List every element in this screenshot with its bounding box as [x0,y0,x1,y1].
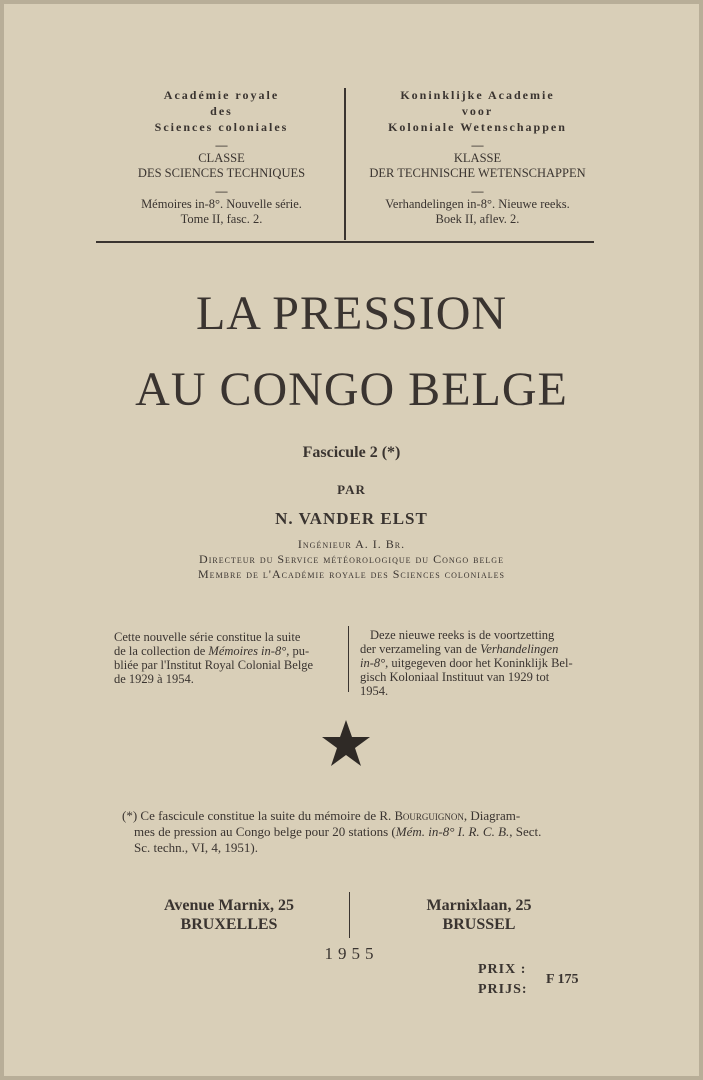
footnote-line1-c: , Diagram- [463,808,521,823]
address-nl [374,896,584,934]
header-right [350,88,605,227]
classe-fr-line2: DES SCIENCES TECHNIQUES [137,166,306,180]
notice-nl-line5: 1954. [360,684,389,698]
star-icon [320,718,372,770]
footnote-line2 [122,824,602,840]
address-nl-street: Marnixlaan, 25 [426,897,532,914]
author-name: N. VANDER ELST [275,509,428,528]
footnote [122,808,602,856]
address-nl-city: BRUSSEL [442,916,516,933]
fascicule: Fascicule 2 (*) [302,444,401,461]
academy-name-nl-line2: voor [461,104,494,118]
notice-nl-line3-italic: in-8° [360,656,386,670]
notice-nl [360,628,602,698]
address-fr-city: BRUXELLES [180,916,278,933]
notice-divider [348,626,349,692]
notice-nl-line2-italic: Verhandelingen [480,642,559,656]
academy-name-nl-line3: Koloniale Wetenschappen [388,120,567,134]
footnote-line3: Sc. techn., VI, 4, 1951). [134,840,258,855]
footnote-author: Bourguignon [394,809,464,823]
classe-fr-line1: CLASSE [198,151,245,165]
header-right-dash-1: — [471,138,484,152]
notice-fr-line2-italic: Mémoires in-8° [208,644,287,658]
par-label: PAR [337,482,366,497]
address-fr [124,896,334,934]
academy-name-fr-line3: Sciences coloniales [154,120,289,134]
klasse-nl-line1: KLASSE [453,151,502,165]
notice-fr-line2-c: , pu- [286,644,310,658]
notice-nl-line2-a: der verzameling van de [360,642,481,656]
header-divider [344,88,346,240]
price-value: F 175 [546,972,579,987]
footnote-line2-c: , Sect. [509,824,542,839]
price-label-fr: PRIX : [478,962,527,977]
academy-name-nl-line1: Koninklijke Academie [400,88,555,102]
author-credentials [4,537,699,582]
notice-fr-line2 [114,644,344,658]
header-rule [96,241,594,243]
series-fr-line2: Tome II, fasc. 2. [180,212,263,226]
address-fr-street: Avenue Marnix, 25 [164,897,294,914]
notice-fr-line4: de 1929 à 1954. [114,672,194,686]
academy-name-fr-line2: des [210,104,233,118]
credential-line-2: Directeur du Service météorologique du Congo belge [199,552,504,566]
notice-fr-line3: bliée par l'Institut Royal Colonial Belge [114,658,314,672]
footnote-line1 [122,808,602,824]
credential-line-3: Membre de l'Académie royale des Sciences coloniales [198,567,505,581]
academy-name-fr-line1: Académie royale [163,88,280,102]
price-label-nl: PRIJS: [478,982,528,997]
footnote-line1-a: (*) Ce fascicule constitue la suite du mémoire de R. [122,808,395,823]
notice-nl-line2 [360,642,602,656]
title-line-2: AU CONGO BELGE [135,363,568,416]
title-line-1: LA PRESSION [195,287,508,340]
publication-year: 1955 [324,944,379,963]
notice-fr [114,630,344,686]
series-nl-line1: Verhandelingen in-8°. Nieuwe reeks. [385,197,570,211]
header-left-dash-2: — [215,184,228,198]
header-left-dash-1: — [215,138,228,152]
notice-fr-line2-a: de la collection de [114,644,209,658]
footnote-line2-italic: Mém. in-8° I. R. C. B. [395,824,510,839]
book-cover [4,4,699,1076]
header-left [99,88,344,227]
header-right-dash-2: — [471,184,484,198]
address-divider [349,892,350,938]
series-nl-line2: Boek II, aflev. 2. [435,212,520,226]
klasse-nl-line2: DER TECHNISCHE WETENSCHAPPEN [369,166,586,180]
footnote-line2-a: mes de pression au Congo belge pour 20 stations ( [134,824,396,839]
notice-nl-line3-b: , uitgegeven door het Koninklijk Bel- [385,656,573,670]
credential-line-1: Ingénieur A. I. Br. [297,537,406,551]
series-fr-line1: Mémoires in-8°. Nouvelle série. [141,197,302,211]
notice-fr-line1: Cette nouvelle série constitue la suite [114,630,301,644]
notice-nl-line3 [360,656,602,670]
notice-nl-line1: Deze nieuwe reeks is de voortzetting [370,628,555,642]
price-labels [478,960,528,1000]
notice-nl-line4: gisch Koloniaal Instituut van 1929 tot [360,670,550,684]
